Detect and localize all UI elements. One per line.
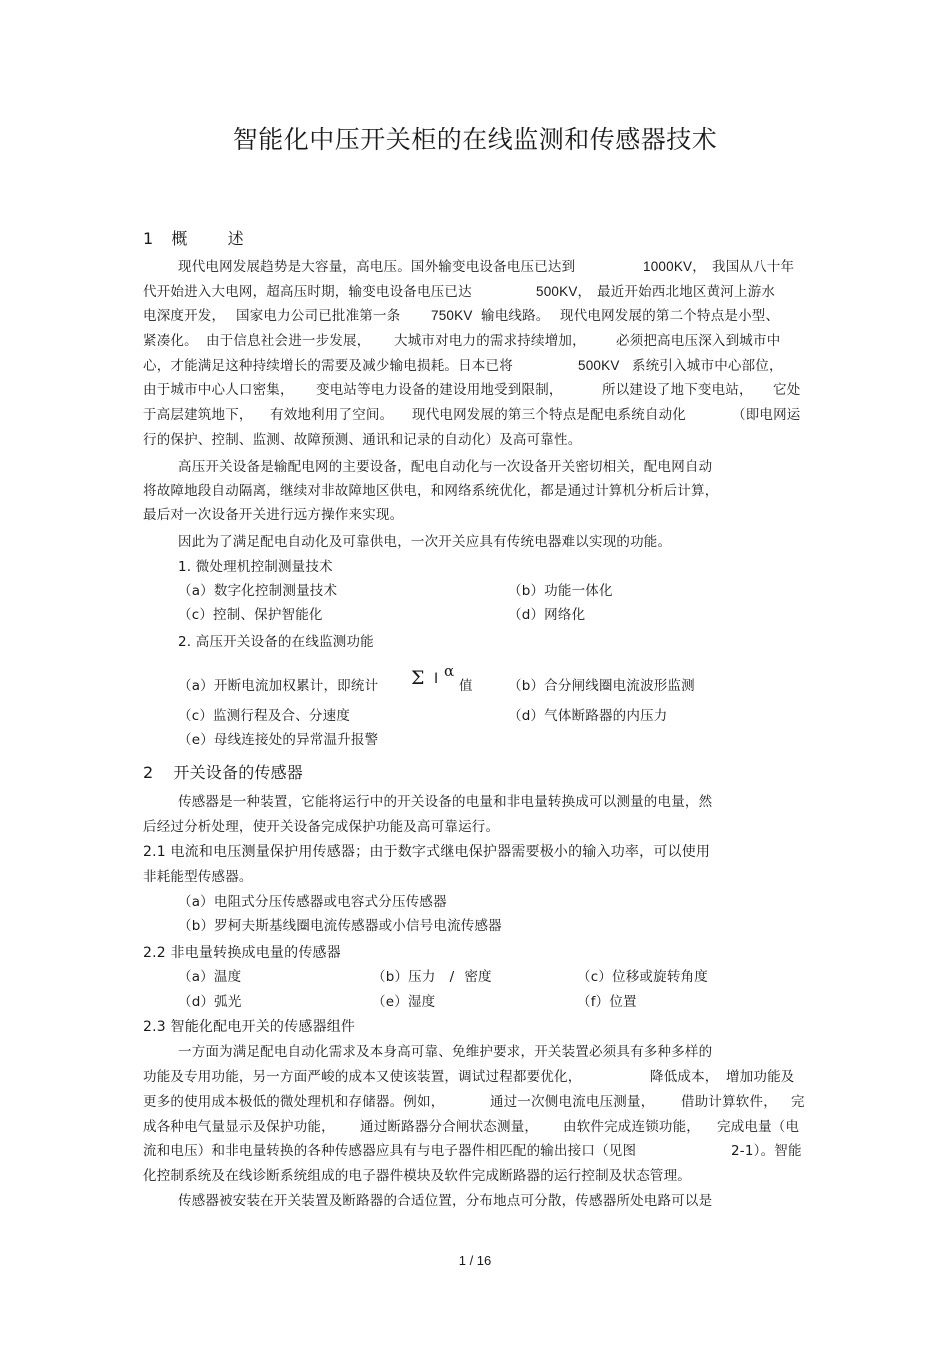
list-item (372, 968, 492, 986)
text-span: 增加功能及 (726, 1069, 795, 1085)
paragraph-1-line-4: 紧凑化。 (143, 333, 198, 349)
paragraph-1-line-5: 心，才能满足这种持续增长的需要及减少输电损耗。日本已将 (143, 358, 513, 374)
list-item: （d）气体断路器的内压力 (508, 708, 668, 724)
paragraph-1-line-7: 于高层建筑地下， (143, 407, 253, 423)
text-span: 借助计算软件， (681, 1094, 777, 1110)
text-span: 完成电量（电 (717, 1119, 800, 1135)
voltage-value: 500KV， (536, 284, 592, 299)
text-span: 它处 (773, 382, 801, 398)
paragraph-1-line-3: 电深度开发， (143, 308, 226, 324)
text-span: 2-1）。智能 (731, 1143, 802, 1159)
current-symbol: I (434, 671, 439, 687)
text-span: 必须把高电压深入到城市中 (616, 333, 781, 349)
text-span: 大城市对电力的需求持续增加， (394, 333, 586, 349)
subsection-2-1-heading: 2.1 电流和电压测量保护用传感器；由于数字式继电保护器需要极小的输入功率，可以使用 (143, 844, 711, 860)
text-span: （b）压力 (372, 969, 436, 985)
text-span: 系统引入城市中心部位， (632, 358, 783, 374)
list-item: （d）弧光 (178, 994, 242, 1010)
list-item: （e）母线连接处的异常温升报警 (178, 732, 379, 748)
list-item: （b）罗柯夫斯基线圈电流传感器或小信号电流传感器 (178, 918, 502, 934)
section-2-paragraph-line-1: 传感器是一种装置，它能将运行中的开关设备的电量和非电量转换成可以测量的电量，然 (178, 794, 713, 810)
paragraph-2-line-1: 高压开关设备是输配电网的主要设备，配电自动化与一次设备开关密切相关，配电网自动 (178, 459, 713, 475)
subsection-2-3-line-3: 更多的使用成本极低的微处理机和存储器。例如， (143, 1094, 445, 1110)
voltage-value: 500KV (578, 358, 620, 373)
paragraph-1-line-2: 代开始进入大电网，超高压时期，输变电设备电压已达 (143, 284, 472, 300)
text-span: / (449, 969, 455, 985)
alpha-exponent: α (444, 662, 455, 680)
list-item: （a）电阻式分压传感器或电容式分压传感器 (178, 894, 447, 910)
text-span: 完 (791, 1094, 805, 1110)
list-item: （d）网络化 (508, 607, 586, 623)
section-2-heading (143, 762, 303, 784)
voltage-value: 750KV (431, 308, 473, 323)
text-span: 所以建设了地下变电站， (602, 382, 753, 398)
list-item: （b）合分闸线圈电流波形监测 (508, 678, 695, 694)
text-span: 国家电力公司已批准第一条 (236, 308, 401, 324)
paragraph-1-line-1 (178, 258, 575, 276)
section-1-title-a: 概 (171, 229, 188, 248)
section-1-heading (143, 228, 244, 250)
list-item: （b）功能一体化 (508, 583, 613, 599)
text-span: 有效地利用了空间。 (270, 407, 394, 423)
paragraph-1-line-6: 由于城市中心人口密集， (143, 382, 294, 398)
list-item: （c）位移或旋转角度 (577, 969, 708, 985)
text-span: 我国从八十年 (712, 259, 795, 275)
section-2-title: 开关设备的传感器 (173, 763, 303, 782)
text-span: 由于信息社会进一步发展， (206, 333, 371, 349)
sigma-symbol: Σ (411, 667, 425, 689)
page-number: 1 / 16 (458, 1253, 492, 1268)
section-2-paragraph-line-2: 后经过分析处理，使开关设备完成保护功能及高可靠运行。 (143, 819, 500, 835)
subsection-2-3-line-4: 成各种电气量显示及保护功能， (143, 1119, 335, 1135)
text-span: 由软件完成连锁功能， (563, 1119, 700, 1135)
text-span: 密度 (464, 969, 492, 985)
paragraph-1-line-8: 行的保护、控制、监测、故障预测、通讯和记录的自动化）及高可靠性。 (143, 432, 582, 448)
subsection-2-3-line-6: 化控制系统及在线诊断系统组成的电子器件模块及软件完成断路器的运行控制及状态管理。 (143, 1168, 691, 1184)
list-item: （e）湿度 (372, 994, 436, 1010)
text-span: 现代电网发展的第三个特点是配电系统自动化 (412, 407, 686, 423)
list-item: （f）位置 (577, 994, 637, 1010)
list-item: （c）监测行程及合、分速度 (178, 708, 351, 724)
subsection-2-1-line-2: 非耗能型传感器。 (143, 869, 253, 885)
subsection-2-2-heading: 2.2 非电量转换成电量的传感器 (143, 945, 341, 961)
text-span: 通过断路器分合闸状态测量， (360, 1119, 539, 1135)
list-item: （a）温度 (178, 969, 242, 985)
list-item: （a）开断电流加权累计，即统计 (178, 678, 379, 694)
subsection-2-3-heading: 2.3 智能化配电开关的传感器组件 (143, 1019, 356, 1035)
paragraph-3: 因此为了满足配电自动化及可靠供电，一次开关应具有传统电器难以实现的功能。 (178, 534, 672, 550)
text-span: 现代电网发展趋势是大容量，高电压。国外输变电设备电压已达到 (178, 259, 576, 275)
list-2-heading: 2. 高压开关设备的在线监测功能 (178, 634, 374, 650)
text-span: 输电线路。 (481, 308, 550, 324)
subsection-2-3-line-5: 流和电压）和非电量转换的各种传感器应具有与电子器件相匹配的输出接口（见图 (143, 1143, 637, 1159)
section-1-number: 1 (143, 229, 154, 248)
subsection-2-3-line-1: 一方面为满足配电自动化需求及本身高可靠、免维护要求，开关装置必须具有多种多样的 (178, 1044, 713, 1060)
text-span: 现代电网发展的第二个特点是小型、 (560, 308, 780, 324)
voltage-value: 1000KV， (643, 259, 706, 274)
list-1-heading: 1. 微处理机控制测量技术 (178, 559, 333, 575)
paragraph-2-line-2: 将故障地段自动隔离，继续对非故障地区供电，和网络系统优化，都是通过计算机分析后计算， (143, 483, 719, 499)
section-1-title-b: 述 (227, 229, 244, 248)
section-2-number: 2 (143, 763, 154, 782)
paragraph-2-line-3: 最后对一次设备开关进行远方操作来实现。 (143, 507, 404, 523)
text-span: （即电网运 (732, 407, 801, 423)
page-title: 智能化中压开关柜的在线监测和传感器技术 (232, 125, 718, 154)
text-span: 变电站等电力设备的建设用地受到限制， (316, 382, 563, 398)
text-span: 降低成本， (650, 1069, 719, 1085)
text-span: 通过一次侧电流电压测量， (490, 1094, 655, 1110)
subsection-2-3-line-2: 功能及专用功能，另一方面严峻的成本又使该装置，调试过程都要优化， (143, 1069, 582, 1085)
list-item: （a）数字化控制测量技术 (178, 583, 338, 599)
text-span: 最近开始西北地区黄河上游水 (597, 284, 776, 300)
text-span: 值 (459, 678, 473, 694)
subsection-2-3-line-7: 传感器被安装在开关装置及断路器的合适位置，分布地点可分散，传感器所处电路可以是 (178, 1193, 713, 1209)
list-item: （c）控制、保护智能化 (178, 607, 323, 623)
